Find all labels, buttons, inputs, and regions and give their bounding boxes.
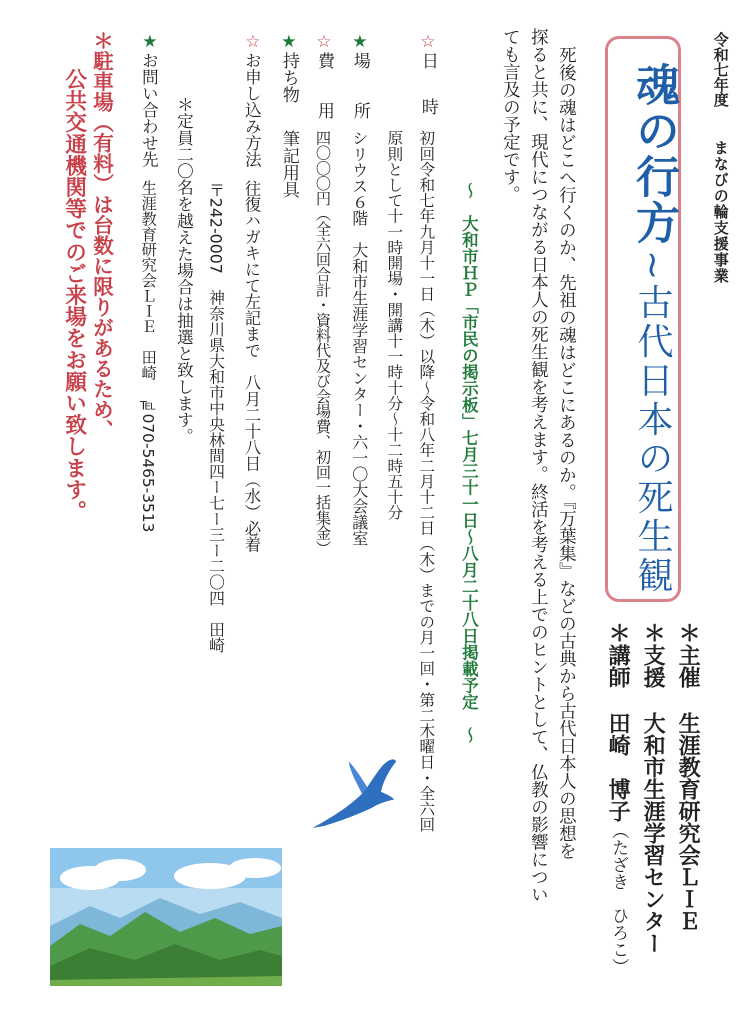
apply-star-icon: ☆ [242,32,263,52]
apply-value: 往復ハガキにて左記まで 八月二十八日（水）必着 [242,180,261,553]
support-label: ＊支援 [640,622,667,688]
apply-label: お申し込み方法 [242,52,262,168]
place-star-icon: ★ [349,32,370,52]
intro-line-3: ても言及の予定です。 [500,28,521,203]
support-row [640,622,667,954]
intro-line-1: 死後の魂はどこへ行くのか、先祖の魂はどこにあるのか。『万葉集』などの古典から古代日本人の思想を [556,46,577,860]
bring-label: 持ち物 [278,52,299,103]
header-program: まなびの輪支援事業 [711,140,730,284]
bring-value: 筆記用具 [278,130,299,198]
date-star-icon: ☆ [417,32,438,52]
mountain-scenery-illustration [50,848,282,986]
fee-value: 四〇〇〇円（全六回合計・資料代及び会場費、初回一括集金） [313,130,332,556]
lecturer-value: 田崎 博子 [605,712,632,822]
host-row [675,622,702,932]
date-label: 日 時 [417,52,438,121]
lecturer-label: ＊講師 [605,622,632,688]
lecturer-row [605,622,632,975]
fee-label: 費 用 [313,52,334,127]
lecturer-reading: （たざき ひろこ） [608,822,629,975]
bring-star-icon: ★ [278,32,299,52]
date-line-1: 初回令和七年九月十一日（木）以降～令和八年二月十二日（木）までの月一回・第二木曜日・全六回 [417,130,436,832]
page-subtitle: ~古代日本の死生観 [632,250,673,596]
header-year: 令和七年度 [711,32,730,107]
page-title: 魂の行方 [628,62,679,246]
contact-star-icon: ★ [139,32,160,52]
place-label: 場 所 [349,52,370,127]
host-label: ＊主催 [675,622,702,688]
contact-label: お問い合わせ先 [139,52,159,168]
contact-value: 生涯教育研究会ＬＩＥ 田崎 ℡070-5465-3513 [139,180,158,533]
capacity-note: ＊定員二〇名を越えた場合は抽選と致します。 [174,96,194,445]
fee-star-icon: ☆ [313,32,334,52]
date-line-2: 原則として十一時開場・開講十一時十分～十二時五十分 [385,130,404,520]
place-value: シリウス６階 大和市生涯学習センター・六一〇大会議室 [349,130,369,546]
parking-line-2: 公共交通機関等でのご来場をお願い致します。 [61,68,87,522]
host-value: 生涯教育研究会ＬＩＥ [675,712,702,932]
notice-banner: ～ 大和市ＨＰ「市民の掲示板」七月三十一日～八月二十八日掲載予定 ～ [459,182,479,743]
intro-line-2: 探ると共に、現代につながる日本人の死生観を考えます。終活を考える上でのヒントとして、仏教の影響につい [528,28,549,903]
apply-address: 〒242-0007 神奈川県大和市中央林間四ー七ー三ー二〇四 田崎 [206,182,226,654]
support-value: 大和市生涯学習センター [640,712,667,954]
parking-line-1: ＊駐車場（有料）は台数に限りがあるため、 [89,30,114,440]
bird-illustration [305,750,400,845]
